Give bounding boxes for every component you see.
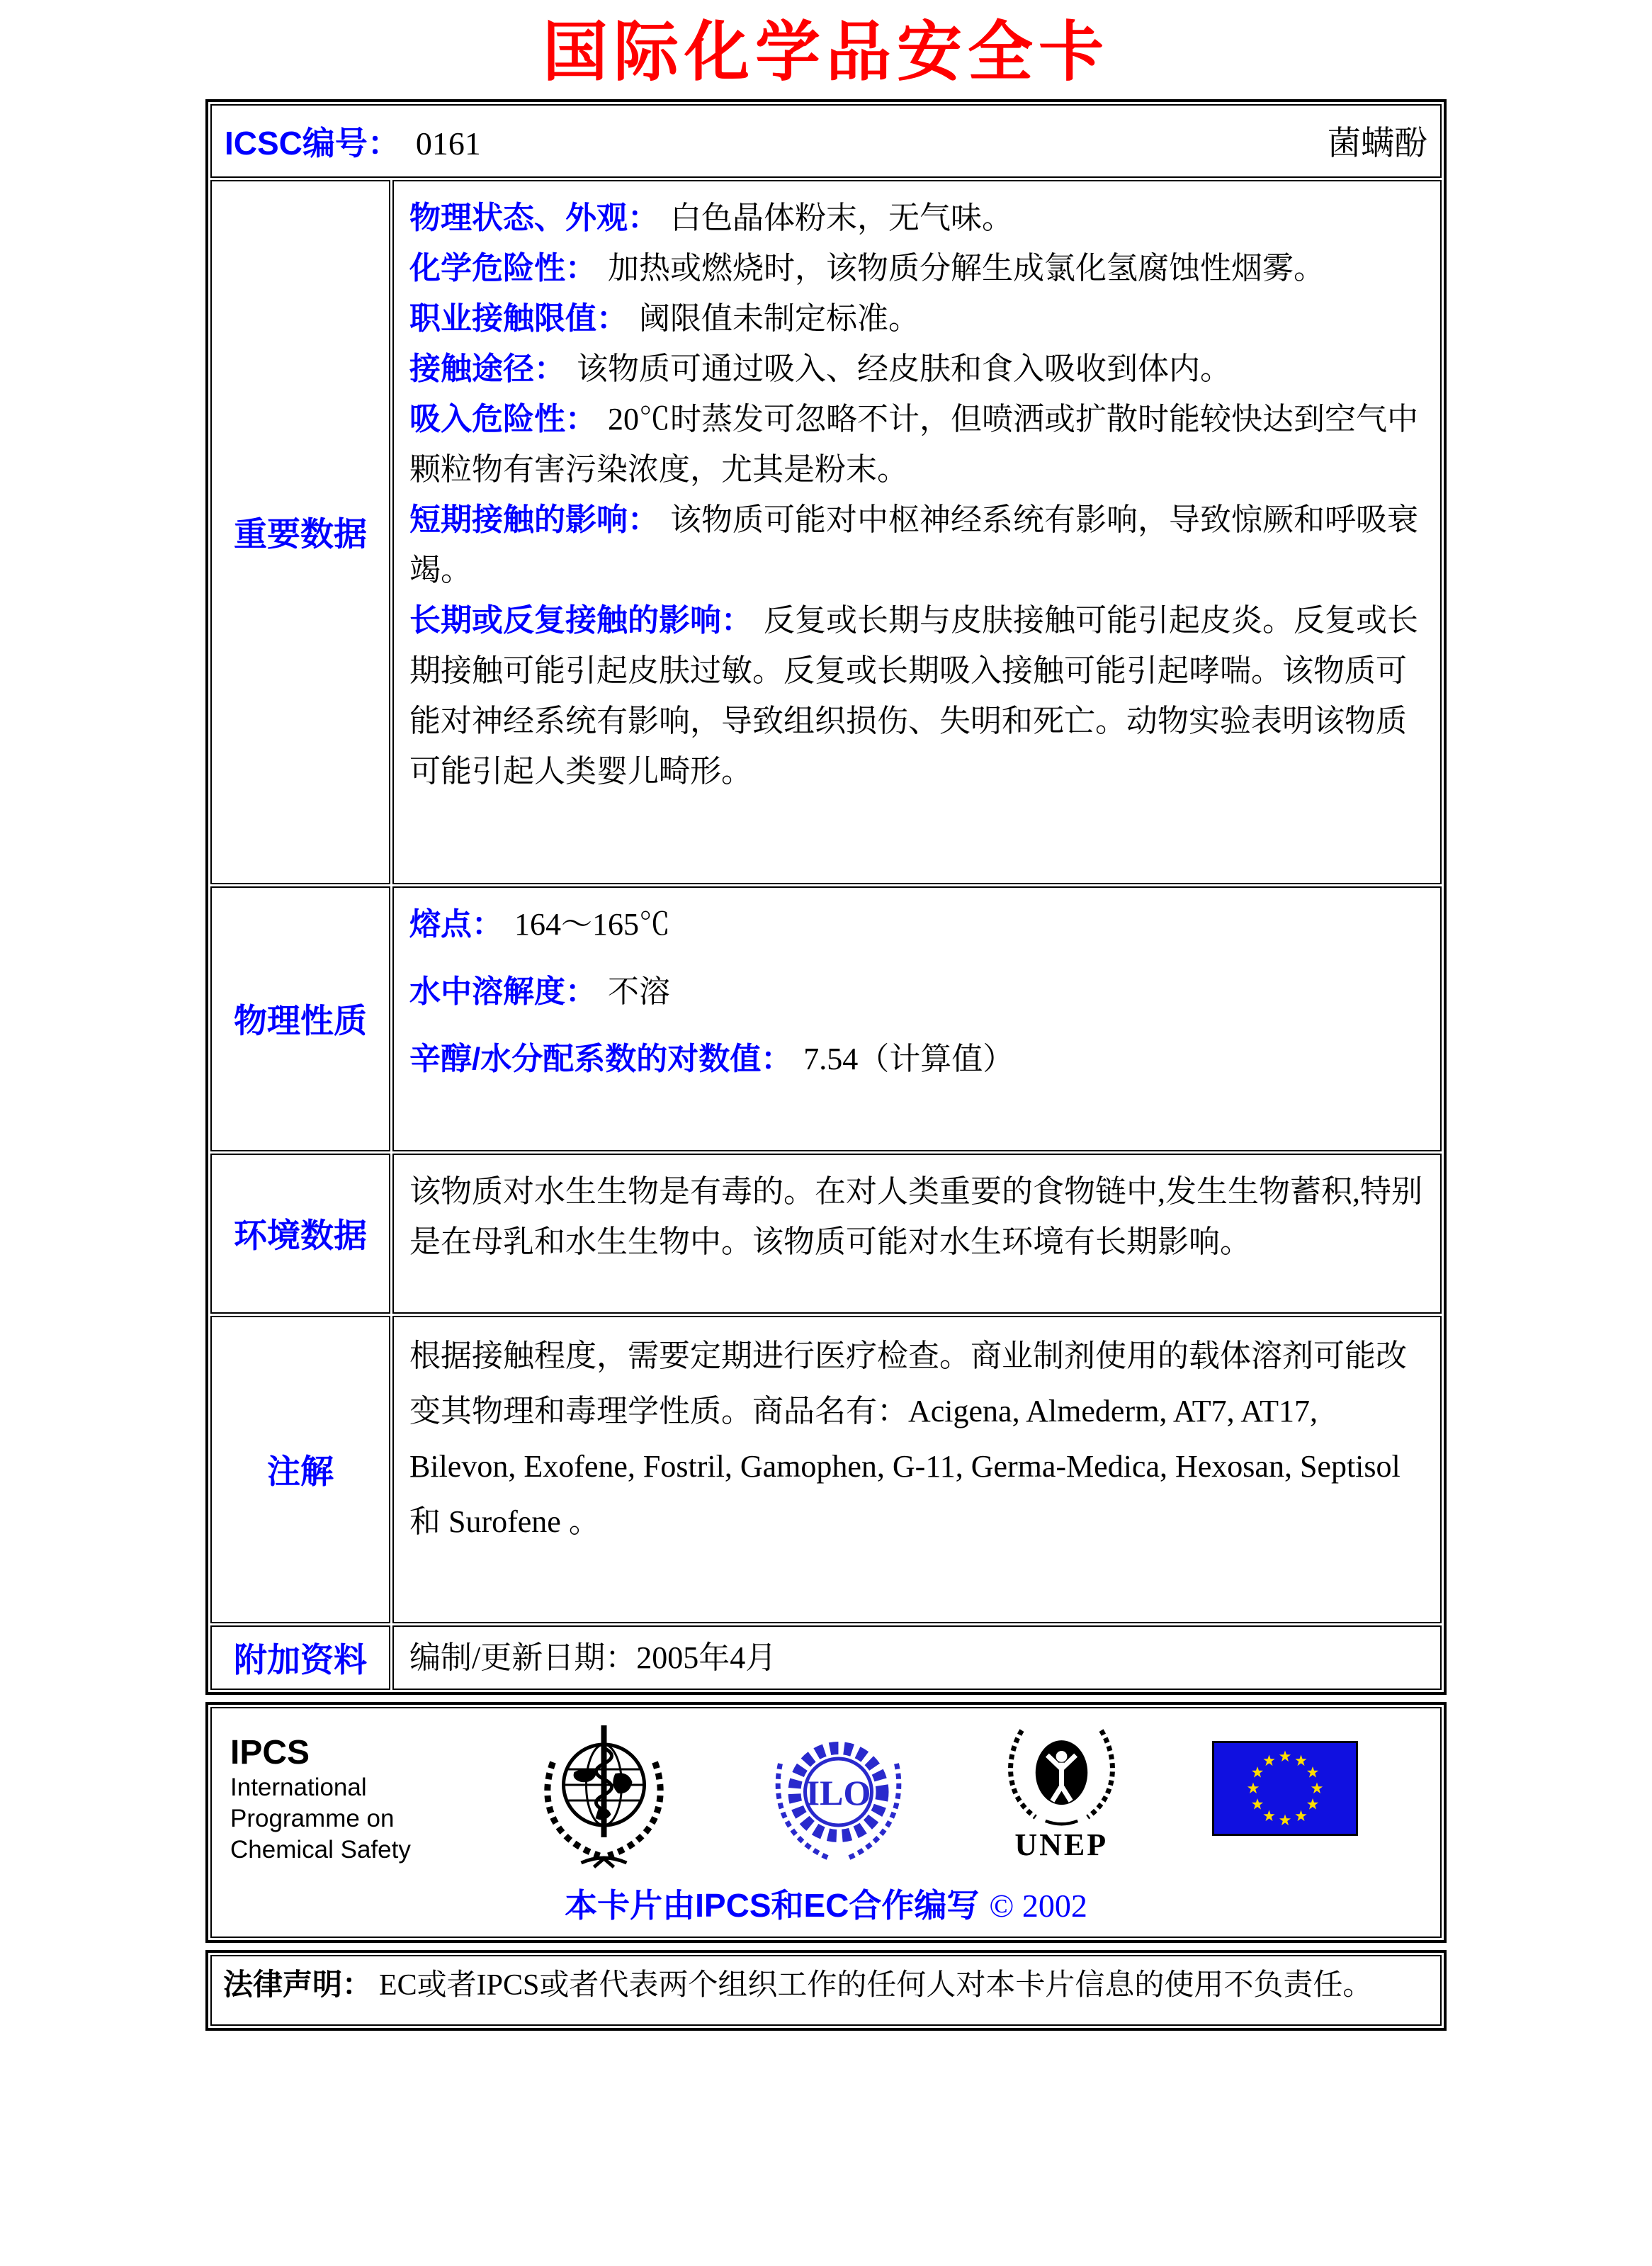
ilo-logo-icon: [766, 1723, 911, 1871]
main-table: [205, 99, 1447, 1695]
who-logo-icon: [531, 1723, 677, 1875]
section-label-notes: 注解: [210, 1316, 390, 1623]
icsc-header-row: [210, 104, 1442, 178]
entry-long-term-effects: 长期或反复接触的影响： 反复或长期与皮肤接触可能引起皮炎。反复或长期接触可能引起皮肤过敏。反复或长期吸入接触可能引起哮喘。该物质可能对神经系统有影响，导致组织损伤、失明和死亡。动物实验表明该物质可能引起人类婴儿畸形。: [409, 602, 1418, 789]
notes-row: [210, 1316, 1442, 1623]
update-date-value: 2005年4月: [636, 1640, 777, 1675]
entry-exposure-routes: 接触途径： 该物质可通过吸入、经皮肤和食入吸收到体内。: [409, 351, 1231, 386]
entry-inhalation-risk: 吸入危险性： 20℃时蒸发可忽略不计，但喷洒或扩散时能较快达到空气中颗粒物有害污染浓度，尤其是粉末。: [409, 401, 1418, 487]
ipcs-acronym: IPCS: [230, 1733, 310, 1771]
legal-table: [205, 1950, 1447, 2031]
icsc-number-value: 0161: [415, 125, 481, 162]
icsc-number-group: [225, 118, 481, 164]
physical-properties-content: [392, 886, 1442, 1151]
logos-table: [205, 1702, 1447, 1943]
entry-melting-point: 熔点： 164～165℃: [409, 906, 670, 942]
notes-content: [392, 1316, 1442, 1623]
legal-content: [210, 1955, 1442, 2026]
unep-logo: [1000, 1723, 1124, 1861]
ilo-letters: ILO: [805, 1772, 871, 1813]
ipcs-text-block: [230, 1723, 443, 1866]
legal-text: EC或者IPCS或者代表两个组织工作的任何人对本卡片信息的使用不负责任。: [379, 1968, 1373, 2002]
unep-wordmark: UNEP: [1014, 1827, 1109, 1862]
additional-info-row: [210, 1625, 1442, 1690]
physical-properties-row: [210, 886, 1442, 1151]
entry-water-solubility: 水中溶解度： 不溶: [409, 974, 670, 1009]
credit-text: 本卡片由IPCS和EC合作编写: [565, 1886, 980, 1924]
entry-occupational-limits: 职业接触限值： 阈限值未制定标准。: [409, 300, 920, 336]
page-title: 国际化学品安全卡: [542, 16, 1109, 89]
important-data-row: [210, 180, 1442, 884]
entry-partition-coefficient: 辛醇/水分配系数的对数值： 7.54（计算值）: [409, 1041, 1014, 1076]
copyright-text: © 2002: [989, 1887, 1087, 1924]
chemical-name: 菌螨酚: [1328, 125, 1427, 163]
section-label-additional-info: 附加资料: [210, 1625, 390, 1690]
section-label-physical-properties: 物理性质: [210, 886, 390, 1151]
ipcs-name-line-3: Chemical Safety: [230, 1835, 411, 1864]
entry-short-term-effects: 短期接触的影响： 该物质可能对中枢神经系统有影响，导致惊厥和呼吸衰竭。: [409, 502, 1418, 587]
section-label-environmental-data: 环境数据: [210, 1154, 390, 1314]
legal-row: [210, 1955, 1442, 2026]
entry-physical-state: 物理状态、外观： 白色晶体粉末，无气味。: [409, 200, 1013, 235]
logos-row-tr: [210, 1707, 1442, 1938]
credit-line: [230, 1885, 1422, 1927]
additional-info-content: [392, 1625, 1442, 1690]
ilo-logo: [766, 1723, 911, 1871]
entry-chemical-danger: 化学危险性： 加热或燃烧时，该物质分解生成氯化氢腐蚀性烟雾。: [409, 250, 1325, 286]
who-logo: [531, 1723, 677, 1875]
unep-logo-icon: [1000, 1723, 1124, 1829]
environmental-data-content: [392, 1154, 1442, 1314]
section-label-important-data: 重要数据: [210, 180, 390, 884]
logos-row: [230, 1723, 1422, 1875]
update-date-label: 编制/更新日期：: [409, 1640, 637, 1675]
environmental-data-row: [210, 1154, 1442, 1314]
notes-text: 根据接触程度，需要定期进行医疗检查。商业制剂使用的载体溶剂可能改变其物理和毒理学性质。商品名有：Acigena, Almederm, AT7, AT17, Bilevon, Exofene, Fostril, Gamophen, G-11, Germa-Medica, Hexosan, Septisol和 Surofene 。: [409, 1338, 1407, 1539]
ipcs-name-line-2: Programme on: [230, 1804, 395, 1832]
ipcs-name-line-1: International: [230, 1773, 367, 1801]
legal-label: 法律声明：: [223, 1967, 373, 2001]
card-body: [205, 99, 1447, 2031]
eu-flag: [1212, 1723, 1358, 1836]
environmental-data-text: 该物质对水生生物是有毒的。在对人类重要的食物链中,发生生物蓄积,特别是在母乳和水生生物中。该物质可能对水生环境有长期影响。: [409, 1173, 1422, 1259]
icsc-number-label: ICSC编号：: [225, 124, 400, 162]
eu-flag-icon: [1212, 1741, 1358, 1836]
important-data-content: [392, 180, 1442, 884]
